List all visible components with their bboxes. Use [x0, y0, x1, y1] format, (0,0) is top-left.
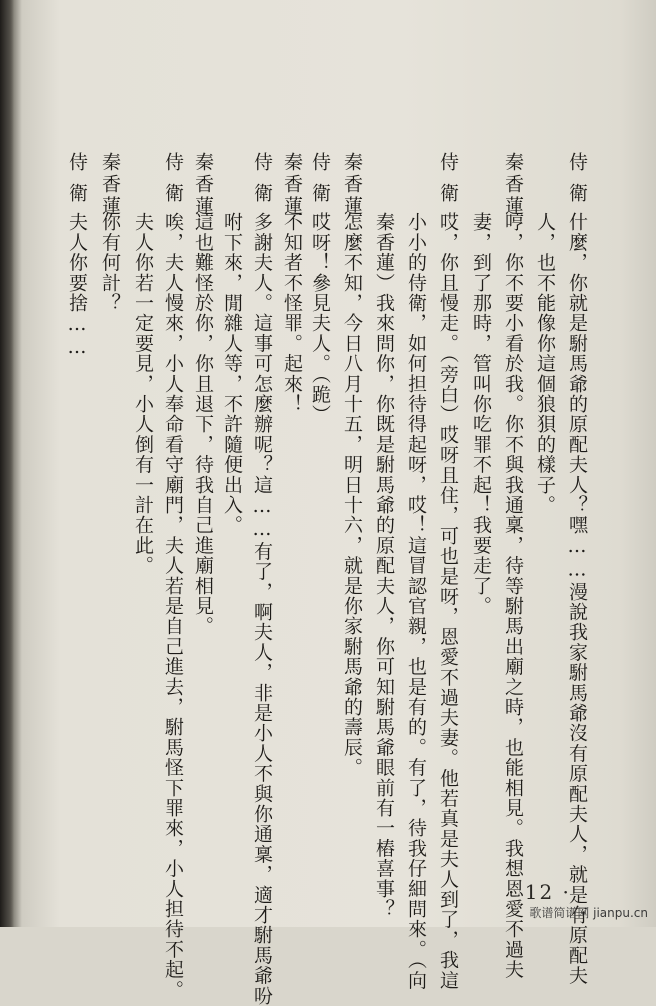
- dialogue-line: 人，也不能像你這個狼狽的樣子。: [534, 212, 556, 515]
- speaker-label: 秦香蓮: [341, 152, 363, 218]
- speaker-label: 秦香蓮: [99, 152, 121, 218]
- dialogue-line: 秦香蓮）我來問你，你既是駙馬爺的原配夫人，你可知駙馬爺眼前有一樁喜事？: [373, 212, 395, 919]
- speaker-label: 侍衛: [437, 152, 459, 214]
- dialogue-line: 唉，夫人慢來，小人奉命看守廟門，夫人若是自己進去，駙馬怪下罪來，小人担待不起。: [162, 212, 184, 1000]
- speaker-label: 侍衛: [251, 152, 273, 214]
- dialogue-line: 這也難怪於你，你且退下，待我自己進廟相見。: [192, 212, 214, 637]
- dialogue-line: 什麼，你就是駙馬爺的原配夫人？嘿……漫說我家駙馬爺沒有原配夫人，就是有原配夫: [566, 212, 588, 986]
- dialogue-line: 夫人你要捨……: [66, 212, 88, 360]
- dialogue-line: 哎，你且慢走。（旁白）哎呀且住，可也是呀，恩愛不過夫妻。他若真是夫人到了，我這: [437, 212, 459, 991]
- dialogue-line: 夫人你若一定要見，小人倒有一計在此。: [132, 212, 154, 576]
- page-number: · 12 ·: [508, 880, 571, 904]
- dialogue-line: 妻，到了那時，管叫你吃罪不起！我要走了。: [470, 212, 492, 616]
- dialogue-line: 不知者不怪罪。起來！: [281, 212, 303, 414]
- speaker-label: 侍衛: [566, 152, 588, 214]
- dialogue-line: 怎麼不知，今日八月十五，明日十六，就是你家駙馬爺的壽辰。: [341, 212, 363, 778]
- dialogue-line: 小小的侍衛，如何担待得起呀，哎！這冒認官親，也是有的。有了，待我仔細問來。（向: [405, 212, 427, 991]
- book-spine-shadow: [0, 0, 14, 927]
- speaker-label: 秦香蓮: [502, 152, 524, 218]
- dialogue-line: 咐下來，閒雜人等，不許隨便出入。: [221, 212, 243, 536]
- speaker-label: 侍衛: [309, 152, 331, 214]
- speaker-label: 侍衛: [162, 152, 184, 214]
- speaker-label: 侍衛: [66, 152, 88, 214]
- dialogue-line: 你有何計？: [99, 212, 121, 313]
- speaker-label: 秦香蓮: [281, 152, 303, 218]
- dialogue-line: 哎呀！參見夫人。（跪）: [309, 212, 331, 425]
- speaker-label: 秦香蓮: [192, 152, 214, 218]
- dialogue-line: 哼，你不要小看於我。你不與我通稟，待等駙馬出廟之時，也能相見。我想恩愛不過夫: [502, 212, 524, 980]
- watermark: 歌谱简谱网 jianpu.cn: [529, 906, 648, 920]
- dialogue-line: 多謝夫人。這事可怎麼辦呢？這……有了，啊夫人，非是小人不與你通稟，適才駙馬爺吩: [251, 212, 273, 1006]
